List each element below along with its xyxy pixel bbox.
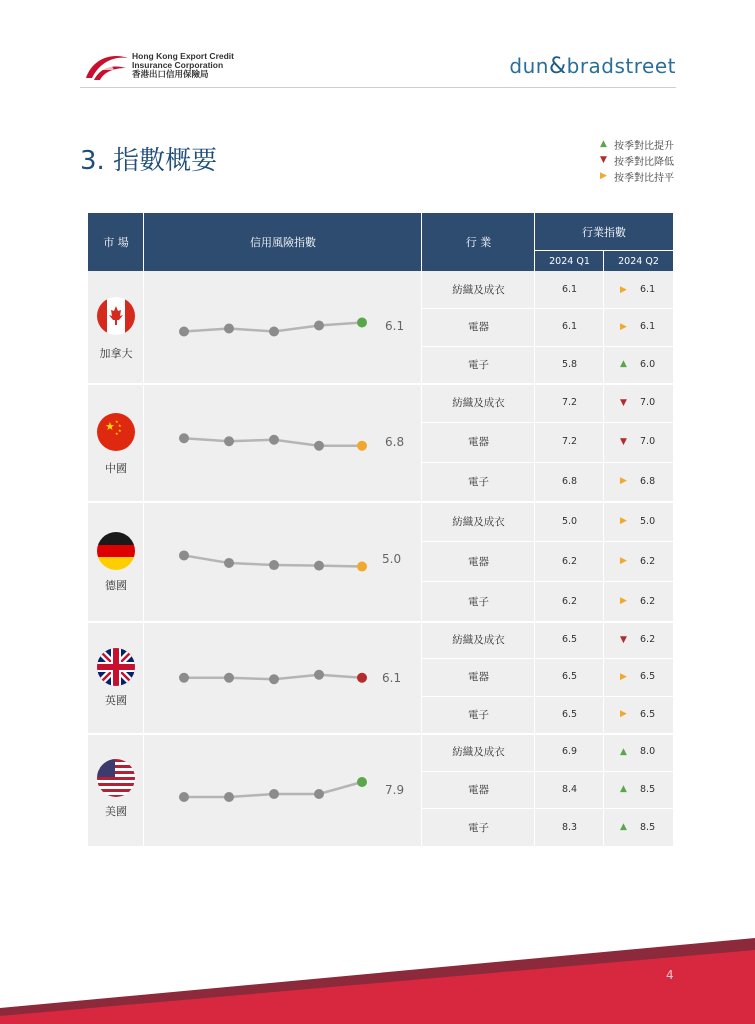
svg-text:★: ★ — [115, 419, 119, 424]
uk-risk-sparkline — [144, 621, 422, 733]
industry-q2-value — [620, 696, 673, 733]
germany-risk-sparkline — [144, 501, 422, 621]
industry-q2-value — [620, 462, 673, 501]
up-triangle-icon: ▲ — [600, 139, 607, 149]
right-triangle-icon: ▶ — [620, 671, 627, 682]
row-divider — [422, 308, 673, 309]
industry-q1-value: 5.8 — [561, 358, 578, 370]
canada-flag-icon — [97, 297, 135, 335]
uk-risk-score: 6.1 — [382, 671, 402, 685]
dnb-logo — [509, 54, 676, 79]
industry-q2-value — [620, 581, 673, 621]
industry-name: 電子 — [468, 708, 489, 721]
industry-q1-value: 8.3 — [561, 821, 578, 833]
right-triangle-icon: ▶ — [620, 284, 627, 295]
q2-value-text: 8.5 — [640, 821, 656, 833]
row-divider — [422, 696, 673, 697]
industry-name: 紡織及成衣 — [452, 634, 505, 647]
industry-q1-value: 6.1 — [561, 321, 578, 333]
industry-q2-value — [620, 501, 673, 541]
up-triangle-icon: ▲ — [620, 746, 627, 757]
canada-risk-score: 6.1 — [385, 319, 405, 333]
header-divider — [143, 213, 144, 271]
down-triangle-icon: ▼ — [620, 634, 627, 645]
up-triangle-icon: ▲ — [620, 822, 627, 833]
industry-q1-value: 6.1 — [561, 284, 578, 296]
china-flag-icon — [97, 413, 135, 451]
sparkline-point — [357, 777, 367, 787]
industry-q1-value: 6.9 — [561, 746, 578, 758]
q2-value-text: 6.8 — [640, 475, 656, 487]
page-number: 4 — [666, 968, 674, 982]
sparkline-point — [269, 674, 279, 684]
hkec-name — [132, 52, 234, 79]
dnb-logo-amp: & — [548, 54, 567, 79]
block-divider — [88, 501, 673, 503]
industry-name: 電器 — [468, 555, 489, 568]
row-divider — [422, 541, 673, 542]
right-triangle-icon: ▶ — [620, 476, 627, 487]
sparkline-point — [314, 321, 324, 331]
sparkline-point — [224, 558, 234, 568]
q2-value-text: 6.1 — [640, 284, 656, 296]
column-divider — [534, 271, 535, 846]
down-triangle-icon: ▼ — [620, 397, 627, 408]
industry-name: 電子 — [468, 358, 489, 371]
sparkline-point — [357, 673, 367, 683]
industry-q2-value — [620, 271, 673, 308]
q2-value-text: 7.0 — [640, 397, 656, 409]
country-name: 德國 — [105, 579, 127, 592]
sparkline-point — [224, 436, 234, 446]
header-divider — [534, 213, 535, 271]
block-divider — [88, 621, 673, 623]
table-body — [88, 271, 673, 846]
dnb-logo-right: bradstreet — [566, 54, 676, 78]
industry-name: 電器 — [468, 671, 489, 684]
industry-q1-value: 6.2 — [561, 555, 578, 567]
industry-name: 電子 — [468, 821, 489, 834]
up-triangle-icon: ▲ — [620, 359, 627, 370]
industry-q2-value — [620, 808, 673, 846]
right-triangle-icon: ▶ — [620, 516, 627, 526]
footer-band — [0, 930, 755, 1024]
sparkline-point — [179, 433, 189, 443]
industry-q1-value: 5.0 — [561, 515, 578, 527]
sparkline-point — [269, 327, 279, 337]
industry-q1-value: 8.4 — [561, 783, 578, 795]
sparkline-point — [224, 324, 234, 334]
usa-risk-score: 7.9 — [385, 783, 405, 797]
industry-name: 紡織及成衣 — [452, 397, 505, 410]
block-divider — [88, 383, 673, 385]
sparkline-point — [179, 327, 189, 337]
trend-legend — [600, 136, 674, 184]
industry-q2-value — [620, 658, 673, 695]
legend-down-label: 按季對比降低 — [614, 156, 674, 168]
right-triangle-icon: ▶ — [600, 171, 607, 181]
row-divider — [422, 346, 673, 347]
industry-q1-value: 6.5 — [561, 634, 578, 646]
legend-flat-label: 按季對比持平 — [614, 172, 674, 184]
block-divider — [88, 733, 673, 735]
sparkline-point — [357, 318, 367, 328]
svg-text:★: ★ — [118, 423, 122, 428]
q2-value-text: 6.0 — [640, 358, 656, 370]
column-divider — [421, 271, 422, 846]
header-divider — [535, 250, 673, 251]
china-risk-sparkline — [144, 383, 422, 501]
q2-value-text: 6.1 — [640, 321, 656, 333]
sparkline-point — [357, 562, 367, 572]
sparkline-point — [269, 789, 279, 799]
industry-name: 電子 — [468, 475, 489, 488]
column-divider — [603, 271, 604, 846]
usa-flag-icon — [97, 759, 135, 797]
hkec-line3: 香港出口信用保險局 — [132, 69, 209, 79]
down-triangle-icon: ▼ — [600, 155, 607, 165]
svg-text:★: ★ — [105, 420, 115, 433]
industry-q2-value — [620, 771, 673, 809]
country-name: 美國 — [105, 805, 127, 818]
dnb-logo-left: dun — [509, 54, 549, 78]
industry-q1-value: 7.2 — [561, 397, 578, 409]
industry-name: 紡織及成衣 — [452, 284, 505, 297]
right-triangle-icon: ▶ — [620, 556, 627, 566]
legend-down — [600, 152, 674, 168]
page-title: 3. 指數概要 — [80, 146, 218, 176]
industry-name: 電器 — [468, 321, 489, 334]
industry-q2-value — [620, 346, 673, 383]
q2-value-text: 6.5 — [640, 708, 656, 720]
header-divider — [421, 213, 422, 271]
uk-flag-icon — [97, 648, 135, 686]
country-name: 加拿大 — [99, 347, 133, 360]
sparkline-point — [179, 673, 189, 683]
sparkline-point — [314, 561, 324, 571]
sparkline-point — [224, 792, 234, 802]
usa-risk-sparkline — [144, 733, 422, 846]
industry-name: 紡織及成衣 — [452, 746, 505, 759]
table-header — [88, 213, 673, 271]
hkec-logo-icon — [84, 48, 130, 84]
header-q2: 2024 Q2 — [618, 255, 659, 267]
industry-q1-value: 6.5 — [561, 671, 578, 683]
canada-risk-sparkline — [144, 271, 422, 383]
page-header — [80, 44, 676, 88]
column-divider — [143, 271, 144, 846]
right-triangle-icon: ▶ — [620, 709, 627, 720]
industry-q2-value — [620, 383, 673, 422]
germany-flag-icon — [97, 532, 135, 570]
header-market: 市 場 — [103, 236, 129, 249]
sparkline-point — [269, 435, 279, 445]
q2-value-text: 6.2 — [640, 555, 656, 567]
industry-q2-value — [620, 541, 673, 581]
row-divider — [422, 581, 673, 582]
up-triangle-icon: ▲ — [620, 784, 627, 795]
country-name: 英國 — [105, 694, 127, 707]
q2-value-text: 8.0 — [640, 746, 656, 758]
header-q1: 2024 Q1 — [549, 255, 590, 267]
industry-q1-value: 6.8 — [561, 475, 578, 487]
down-triangle-icon: ▼ — [620, 436, 627, 447]
sparkline-point — [357, 441, 367, 451]
row-divider — [422, 771, 673, 772]
industry-q1-value: 6.2 — [561, 595, 578, 607]
industry-name: 紡織及成衣 — [452, 515, 505, 528]
industry-q2-value — [620, 621, 673, 658]
hkec-line2: Insurance Corporation — [132, 60, 224, 70]
row-divider — [422, 658, 673, 659]
q2-value-text: 8.5 — [640, 783, 656, 795]
svg-text:★: ★ — [118, 428, 122, 433]
industry-name: 電器 — [468, 436, 489, 449]
industry-name: 電器 — [468, 783, 489, 796]
sparkline-point — [179, 792, 189, 802]
header-divider — [603, 251, 604, 271]
header-industry-index: 行業指數 — [582, 226, 626, 239]
header-credit-index: 信用風險指數 — [250, 236, 316, 249]
svg-text:★: ★ — [115, 431, 119, 436]
sparkline-point — [179, 550, 189, 560]
industry-name: 電子 — [468, 595, 489, 608]
sparkline-point — [314, 441, 324, 451]
row-divider — [422, 422, 673, 423]
q2-value-text: 5.0 — [640, 515, 656, 527]
country-name: 中國 — [105, 462, 127, 475]
industry-q2-value — [620, 733, 673, 771]
header-industry: 行 業 — [465, 236, 492, 249]
industry-q2-value — [620, 308, 673, 345]
legend-up-label: 按季對比提升 — [614, 140, 674, 152]
industry-q2-value — [620, 422, 673, 461]
right-triangle-icon: ▶ — [620, 321, 627, 332]
q2-value-text: 6.2 — [640, 595, 656, 607]
row-divider — [422, 462, 673, 463]
right-triangle-icon: ▶ — [620, 596, 627, 606]
china-risk-score: 6.8 — [385, 435, 405, 449]
legend-up — [600, 136, 674, 152]
sparkline-point — [314, 670, 324, 680]
q2-value-text: 6.2 — [640, 634, 656, 646]
industry-q1-value: 6.5 — [561, 708, 578, 720]
index-summary-table — [88, 213, 673, 846]
sparkline-point — [269, 560, 279, 570]
sparkline-point — [314, 789, 324, 799]
row-divider — [422, 808, 673, 809]
legend-flat — [600, 168, 674, 184]
q2-value-text: 7.0 — [640, 436, 656, 448]
q2-value-text: 6.5 — [640, 671, 656, 683]
industry-q1-value: 7.2 — [561, 436, 578, 448]
germany-risk-score: 5.0 — [382, 552, 402, 566]
hkec-line1: Hong Kong Export Credit — [132, 51, 234, 61]
sparkline-point — [224, 673, 234, 683]
